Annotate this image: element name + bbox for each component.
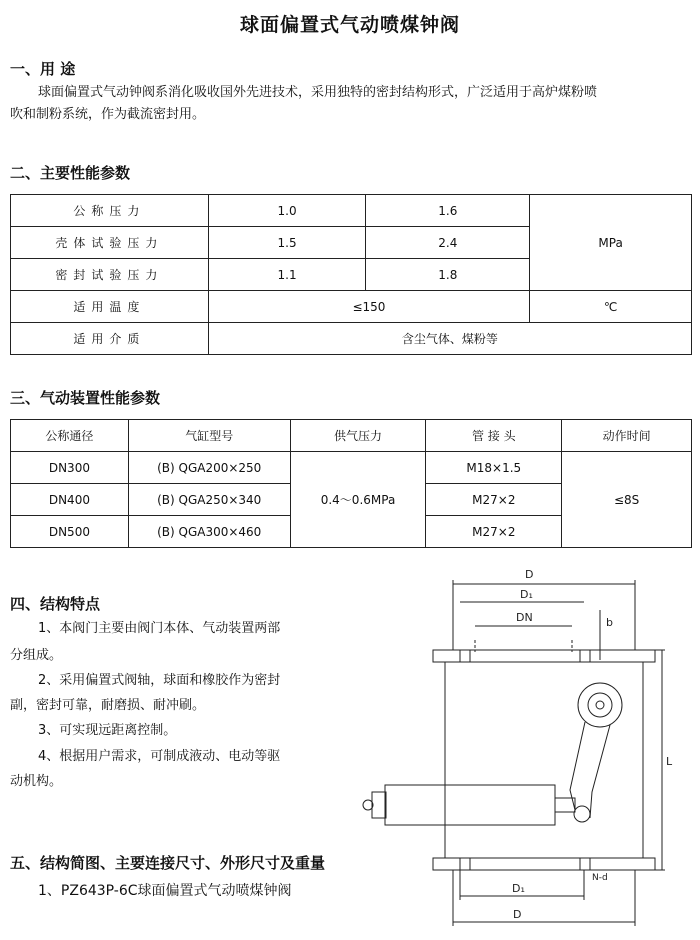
table-cell: 公称压力 (11, 195, 209, 227)
dim-label-d1-bottom: D₁ (512, 882, 525, 895)
table-cell: 1.8 (366, 259, 530, 291)
dim-label-d-bottom: D (513, 908, 522, 921)
lever-joint (574, 806, 590, 822)
usage-text-line2: 吹和制粉系统，作为截流密封用。 (10, 107, 206, 122)
table-cell: 1.5 (208, 227, 366, 259)
table-header: 供气压力 (290, 420, 426, 452)
lever-arm (590, 725, 610, 818)
table-cell: ≤150 (208, 291, 530, 323)
table-cell: ℃ (530, 291, 692, 323)
feature-line: 3、可实现远距离控制。 (38, 723, 177, 738)
cylinder-cap (372, 792, 386, 818)
feature-line: 4、根据用户需求，可制成液动、电动等驱 (38, 749, 281, 764)
dim-label-dn: DN (516, 611, 533, 624)
section-heading-pneumatic: 三、气动装置性能参数 (10, 389, 161, 407)
action-time-cell: ≤8S (562, 452, 692, 548)
section-heading-usage: 一、用 途 (10, 60, 76, 78)
table-header: 公称通径 (11, 420, 129, 452)
table-header: 管 接 头 (426, 420, 562, 452)
section-heading-diagram: 五、结构简图、主要连接尺寸、外形尺寸及重量 (10, 854, 326, 872)
dim-label-b: b (606, 616, 613, 629)
valve-body (445, 662, 643, 858)
table-cell: DN300 (11, 452, 129, 484)
feature-line: 2、采用偏置式阀轴，球面和橡胶作为密封 (38, 673, 281, 688)
dim-label-nd: N-d (592, 873, 608, 883)
table-header: 动作时间 (562, 420, 692, 452)
table-cell: 适用介质 (11, 323, 209, 355)
table-cell: 密封试验压力 (11, 259, 209, 291)
table-row (11, 291, 692, 323)
table-cell: 1.1 (208, 259, 366, 291)
table-cell: (B) QGA200×250 (128, 452, 290, 484)
diagram-subtitle: 1、PZ643P-6C球面偏置式气动喷煤钟阀 (38, 883, 292, 899)
usage-text-line1: 球面偏置式气动钟阀系消化吸收国外先进技术，采用独特的密封结构形式，广泛适用于高炉煤粉喷 (38, 85, 598, 100)
table-header-row (11, 420, 692, 452)
feature-line: 副，密封可靠，耐磨损、耐冲刷。 (10, 698, 206, 713)
bottom-flange (433, 858, 655, 870)
table-cell: 2.4 (366, 227, 530, 259)
table-row (11, 323, 692, 355)
dim-label-d1-top: D₁ (520, 588, 533, 601)
feature-line: 分组成。 (10, 648, 63, 663)
feature-line: 1、本阀门主要由阀门本体、气动装置两部 (38, 621, 281, 636)
table-cell: (B) QGA300×460 (128, 516, 290, 548)
dim-label-d-top: D (525, 568, 534, 581)
table-cell: M18×1.5 (426, 452, 562, 484)
table-cell: M27×2 (426, 516, 562, 548)
table-cell: 适用温度 (11, 291, 209, 323)
pressure-unit-cell: MPa (530, 195, 692, 291)
table-cell: M27×2 (426, 484, 562, 516)
table-row (11, 452, 692, 484)
table-cell: 1.6 (366, 195, 530, 227)
valve-drawing (360, 560, 690, 938)
section-heading-params: 二、主要性能参数 (10, 164, 131, 182)
table-cell: 1.0 (208, 195, 366, 227)
lever-arm (570, 722, 585, 810)
top-flange (433, 650, 655, 662)
lever-disc (578, 683, 622, 727)
table-cell: (B) QGA250×340 (128, 484, 290, 516)
feature-line: 动机构。 (10, 774, 63, 789)
table-cell: DN500 (11, 516, 129, 548)
lever-disc-inner (588, 693, 612, 717)
table-row (11, 195, 692, 227)
dim-label-l: L (666, 755, 673, 768)
supply-pressure-cell: 0.4～0.6MPa (290, 452, 426, 548)
table-cell: DN400 (11, 484, 129, 516)
lever-pivot (596, 701, 604, 709)
table-cell: 含尘气体、煤粉等 (208, 323, 691, 355)
section-heading-features: 四、结构特点 (10, 595, 101, 613)
pneumatic-cylinder (385, 785, 555, 825)
pneumatic-table (10, 419, 692, 548)
table-cell: 壳体试验压力 (11, 227, 209, 259)
page-title: 球面偏置式气动喷煤钟阀 (239, 14, 460, 36)
table-header: 气缸型号 (128, 420, 290, 452)
performance-table (10, 194, 692, 355)
piston-rod (555, 798, 575, 812)
